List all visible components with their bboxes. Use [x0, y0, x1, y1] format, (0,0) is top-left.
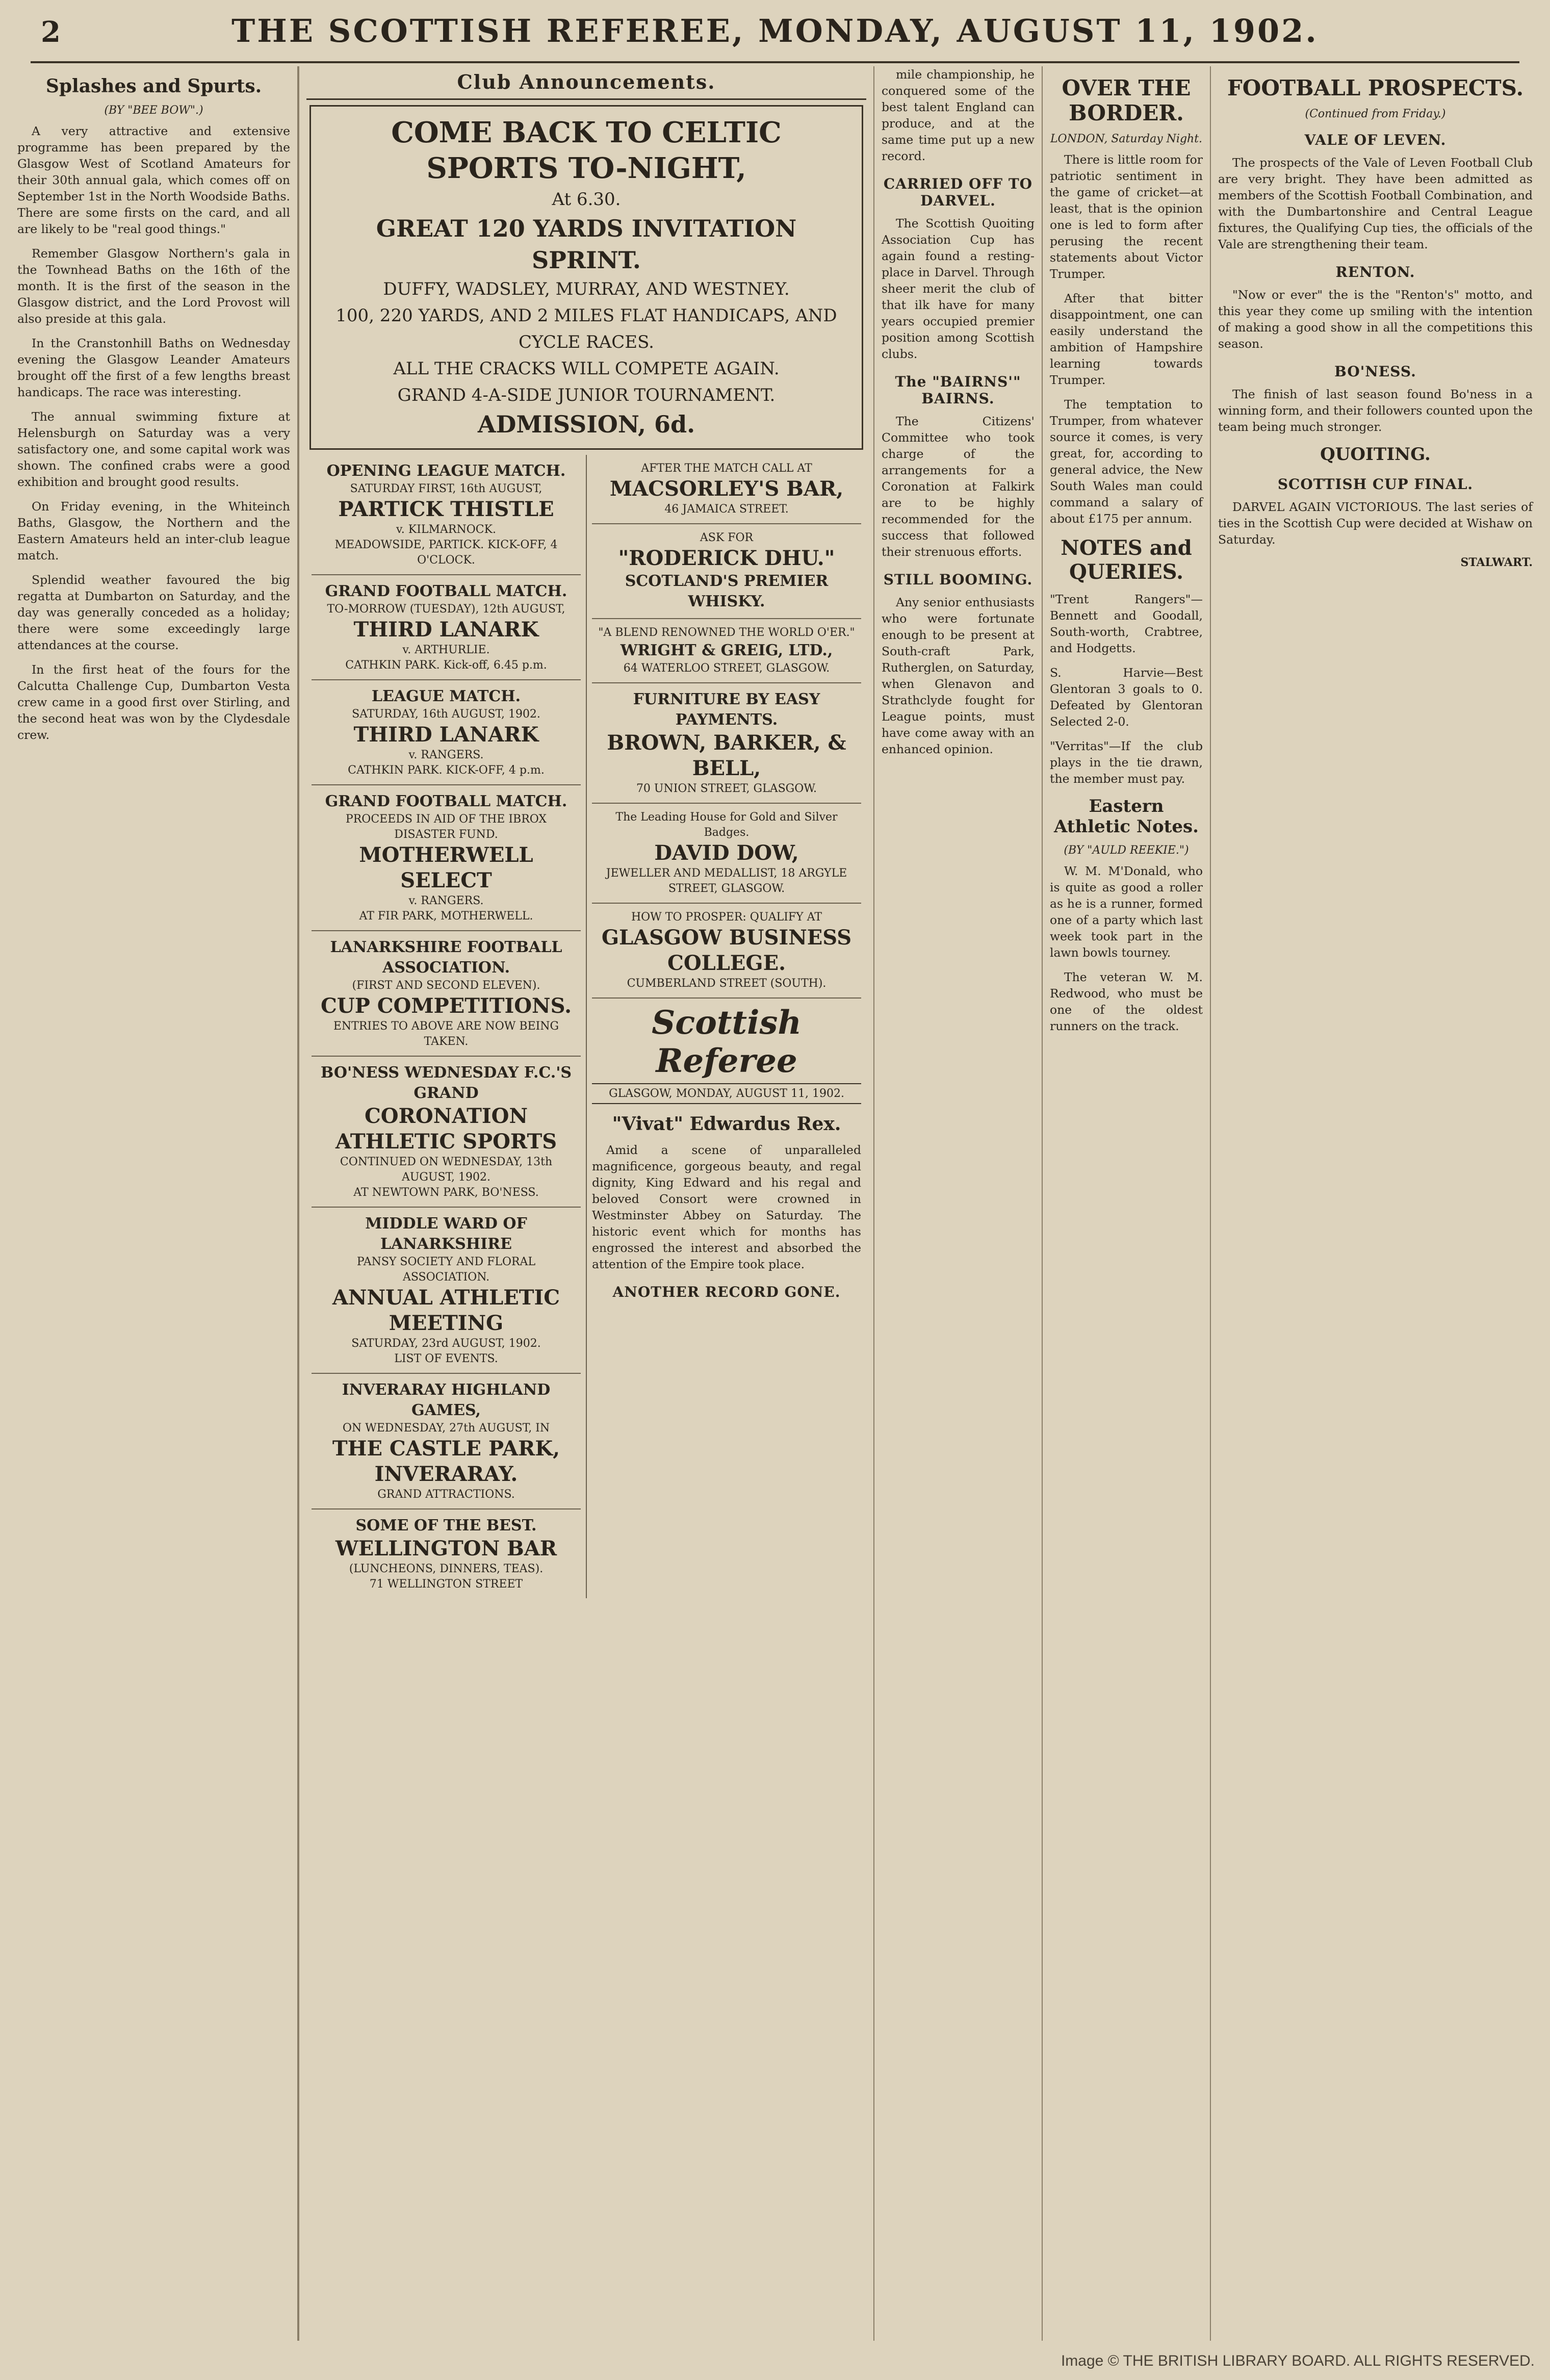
ad-line: CATHKIN PARK. Kick-off, 6.45 p.m.: [345, 659, 547, 672]
ad-line: 64 WATERLOO STREET, GLASGOW.: [623, 662, 830, 675]
celtic-handicaps: 100, 220 YARDS, AND 2 MILES FLAT HANDICAPS, AND CYCLE RACES.: [335, 305, 837, 352]
article-paragraph: There is little room for patriotic sentiment in the game of cricket—at least, that is the opinion one is led to form after perusing the recent statements about Victor Trumper.: [1050, 152, 1203, 281]
ad-line: MIDDLE WARD OF LANARKSHIRE: [365, 1215, 527, 1253]
masthead: [31, 0, 1519, 63]
ad-line: OPENING LEAGUE MATCH.: [326, 462, 566, 480]
ad-line: GLASGOW BUSINESS COLLEGE.: [601, 926, 852, 975]
ad-line: CORONATION ATHLETIC SPORTS: [335, 1104, 557, 1154]
ad-line: BROWN, BARKER, & BELL,: [607, 731, 846, 780]
ad-line: WRIGHT & GREIG, LTD.,: [620, 642, 833, 659]
ad-line: JEWELLER AND MEDALLIST, 18 ARGYLE STREET, GLASGOW.: [606, 867, 847, 895]
ad-block: [592, 804, 861, 904]
stalwart-signoff: STALWART.: [1460, 556, 1533, 569]
ad-line: "RODERICK DHU.": [618, 546, 835, 570]
ad-line: SOME OF THE BEST.: [355, 1517, 537, 1534]
ad-line: GRAND FOOTBALL MATCH.: [325, 792, 567, 810]
section-heading: QUOITING.: [1320, 444, 1431, 465]
article-paragraph: The veteran W. M. Redwood, who must be one of the oldest runners on the track.: [1050, 970, 1203, 1033]
article-paragraph: In the Cranstonhill Baths on Wednesday evening the Glasgow Leander Amateurs brought off the first of a few lengths breast handicaps. The race was interesting.: [17, 336, 290, 399]
article-paragraph: A very attractive and extensive programme has been prepared by the Glasgow West of Scotland Amateurs for their 30th annual gala, which comes off on September 1st in the North Woodside Baths. There are some firsts on the card, and all are likely to be "real good things.": [17, 124, 290, 236]
ad-column-left: [306, 455, 587, 1598]
eastern-heading: Eastern Athletic Notes.: [1054, 796, 1199, 837]
column-middle: [874, 66, 1043, 2341]
article-paragraph: In the first heat of the fours for the Calcutta Challenge Cup, Dumbarton Vesta crew came in a good first over Stirling, and the second heat was won by the Clydesdale crew.: [17, 662, 290, 742]
article-paragraph: "Now or ever" the is the "Renton's" motto, and this year they come up smiling with the intention of making a good show in all the competitions this season.: [1218, 288, 1533, 351]
article-paragraph: The Scottish Quoiting Association Cup has again found a resting-place in Darvel. Through sheer merit the club of that ilk have for many years occupied premier position among Scottish clubs.: [882, 216, 1035, 361]
page-number: 2: [41, 15, 61, 49]
article-paragraph: W. M. M'Donald, who is quite as good a roller as he is a runner, formed one of a party which last week took part in the lawn bowls tourney.: [1050, 864, 1203, 960]
note-item: "Verritas"—If the club plays in the tie drawn, the member must pay.: [1050, 739, 1203, 786]
ad-block: [312, 680, 581, 785]
eastern-byline: (BY "AULD REEKIE."): [1064, 844, 1189, 857]
ad-line: ANNUAL ATHLETIC MEETING: [332, 1286, 560, 1335]
article-paragraph: Remember Glasgow Northern's gala in the Townhead Baths on the 16th of the month. It is the first of the season in the Glasgow district, and the Lord Provost will also preside at this gala.: [17, 246, 290, 326]
club-announcements: [298, 66, 874, 2341]
ad-column-right: [587, 455, 866, 1598]
ad-line: CONTINUED ON WEDNESDAY, 13th AUGUST, 1902.: [340, 1156, 553, 1184]
article-paragraph: The prospects of the Vale of Leven Football Club are very bright. They have been admitted as members of the Scottish Football Combination, and with the Dumbartonshire and Central League fixtures, the Qualifying Cup ties, the officials of the Vale are strengthening their team.: [1218, 156, 1533, 251]
ad-line: AT NEWTOWN PARK, BO'NESS.: [353, 1186, 539, 1199]
prospects-heading: FOOTBALL PROSPECTS.: [1227, 75, 1524, 100]
ad-line: PARTICK THISTLE: [338, 497, 554, 521]
celtic-title: COME BACK TO CELTIC SPORTS TO-NIGHT,: [391, 116, 782, 185]
ad-line: SATURDAY FIRST, 16th AUGUST,: [350, 482, 542, 495]
border-dateline: LONDON, Saturday Night.: [1050, 133, 1203, 145]
article-paragraph: The Citizens' Committee who took charge of the arrangements for a Coronation at Falkirk are to be highly recommended for the success that followed their strenuous efforts.: [882, 414, 1035, 559]
article-paragraph: The finish of last season found Bo'ness in a winning form, and their followers counted upon the team being much stronger.: [1218, 387, 1533, 434]
article-paragraph: mile championship, he conquered some of the best talent England can produce, and at the same time put up a new record.: [882, 67, 1035, 163]
notes-heading: NOTES and QUERIES.: [1061, 536, 1192, 584]
article-paragraph: DARVEL AGAIN VICTORIOUS. The last series of ties in the Scottish Cup were decided at Wishaw on Saturday.: [1218, 500, 1533, 547]
record-heading: ANOTHER RECORD GONE.: [612, 1284, 841, 1300]
splashes-heading: Splashes and Spurts.: [45, 75, 262, 97]
ad-line: v. RANGERS.: [408, 894, 484, 907]
ad-line: ASK FOR: [700, 531, 754, 544]
celtic-sprint: GREAT 120 YARDS INVITATION SPRINT.: [376, 215, 797, 274]
article-paragraph: Amid a scene of unparalleled magnificence, gorgeous beauty, and regal dignity, King Edward and his regal and beloved Consort were crowned in Westminster Abbey on Saturday. The historic event which for months has engrossed the interest and absorbed the attention of the Empire took place.: [592, 1143, 861, 1271]
ad-line: MEADOWSIDE, PARTICK. KICK-OFF, 4 O'CLOCK.: [334, 539, 558, 567]
article-paragraph: After that bitter disappointment, one can easily understand the ambition of Hampshire learning towards Trumper.: [1050, 291, 1203, 387]
ad-line: DAVID DOW,: [654, 841, 799, 865]
ad-line: WELLINGTON BAR: [335, 1537, 557, 1560]
section-heading: STILL BOOMING.: [883, 571, 1033, 588]
column-splashes: [10, 66, 298, 2341]
ad-line: PANSY SOCIETY AND FLORAL ASSOCIATION.: [356, 1256, 536, 1284]
ad-line: INVERARAY HIGHLAND GAMES,: [342, 1381, 551, 1419]
splashes-byline: (BY "BEE BOW".): [104, 104, 203, 117]
ad-line: v. RANGERS.: [408, 749, 484, 761]
ad-line: (FIRST AND SECOND ELEVEN).: [352, 979, 540, 992]
newspaper-flag: Scottish Referee: [652, 1004, 802, 1080]
column-over-the-border: [1043, 66, 1211, 2341]
ad-block: [592, 524, 861, 619]
ad-block: [592, 455, 861, 524]
ad-line: BO'NESS WEDNESDAY F.C.'S GRAND: [320, 1064, 572, 1102]
ad-line: 70 UNION STREET, GLASGOW.: [636, 782, 817, 795]
ad-line: 71 WELLINGTON STREET: [369, 1578, 523, 1591]
border-heading: OVER THE BORDER.: [1062, 75, 1191, 125]
section-heading: CARRIED OFF TO DARVEL.: [883, 175, 1033, 209]
ad-line: 46 JAMAICA STREET.: [664, 503, 789, 516]
ad-block: [312, 1374, 581, 1509]
ad-line: SCOTLAND'S PREMIER WHISKY.: [625, 572, 829, 610]
ad-grid: [306, 455, 866, 1598]
ad-line: "A BLEND RENOWNED THE WORLD O'ER.": [598, 626, 855, 639]
ad-line: THIRD LANARK: [353, 618, 539, 642]
note-item: S. Harvie—Best Glentoran 3 goals to 0. Defeated by Glentoran Selected 2-0.: [1050, 666, 1203, 729]
celtic-time: At 6.30.: [552, 189, 621, 210]
prospects-continued: (Continued from Friday.): [1305, 108, 1446, 120]
ad-line: ENTRIES TO ABOVE ARE NOW BEING TAKEN.: [333, 1020, 559, 1048]
article-paragraph: Splendid weather favoured the big regatta at Dumbarton on Saturday, and the day was generally conceded as a holiday; there were some exceedingly large attendances at the course.: [17, 573, 290, 652]
ad-line: SATURDAY, 16th AUGUST, 1902.: [352, 708, 540, 721]
ad-block: [312, 455, 581, 575]
ad-line: LIST OF EVENTS.: [394, 1352, 498, 1365]
ad-line: TO-MORROW (TUESDAY), 12th AUGUST,: [327, 603, 565, 616]
image-credit: Image © THE BRITISH LIBRARY BOARD. ALL RIGHTS RESERVED.: [1061, 2352, 1535, 2369]
section-heading: RENTON.: [1335, 264, 1415, 280]
ad-block: [312, 1057, 581, 1208]
ad-line: THE CASTLE PARK, INVERARAY.: [332, 1437, 560, 1486]
ad-line: CUP COMPETITIONS.: [321, 994, 572, 1018]
ad-line: GRAND FOOTBALL MATCH.: [325, 582, 567, 600]
section-heading: BO'NESS.: [1334, 363, 1416, 380]
ad-block: [312, 785, 581, 931]
ad-line: (LUNCHEONS, DINNERS, TEAS).: [349, 1563, 544, 1575]
ad-line: CATHKIN PARK. KICK-OFF, 4 p.m.: [348, 764, 545, 777]
ad-line: AT FIR PARK, MOTHERWELL.: [359, 910, 533, 923]
ad-line: PROCEEDS IN AID OF THE IBROX DISASTER FUND.: [345, 813, 547, 841]
ad-line: MOTHERWELL SELECT: [359, 843, 533, 892]
ad-block: [592, 683, 861, 804]
ad-block: [592, 619, 861, 683]
article-paragraph: The temptation to Trumper, from whatever source it comes, is very great, for, according to general advice, the New South Wales man could command a salary of about £175 per annum.: [1050, 397, 1203, 526]
ad-line: AFTER THE MATCH CALL AT: [641, 462, 812, 475]
section-heading: VALE OF LEVEN.: [1304, 132, 1446, 148]
ad-block: [312, 575, 581, 680]
ad-line: ON WEDNESDAY, 27th AUGUST, IN: [342, 1422, 550, 1435]
ad-line: v. KILMARNOCK.: [396, 523, 497, 536]
ad-block: [592, 904, 861, 999]
ad-line: LEAGUE MATCH.: [371, 687, 521, 705]
ad-line: HOW TO PROSPER: QUALIFY AT: [631, 911, 822, 924]
ad-line: The Leading House for Gold and Silver Badges.: [615, 811, 838, 839]
note-item: "Trent Rangers"—Bennett and Goodall, South-worth, Crabtree, and Hodgetts.: [1050, 592, 1203, 655]
announcements-heading: Club Announcements.: [306, 66, 866, 100]
section-heading: SCOTTISH CUP FINAL.: [1277, 476, 1474, 493]
editorial-dateline: GLASGOW, MONDAY, AUGUST 11, 1902.: [592, 1083, 861, 1104]
celtic-runners: DUFFY, WADSLEY, MURRAY, AND WESTNEY.: [383, 279, 790, 299]
vivat-heading: "Vivat" Edwardus Rex.: [612, 1113, 841, 1135]
newspaper-title: THE SCOTTISH REFEREE, MONDAY, AUGUST 11, 1902.: [231, 12, 1319, 49]
column-football-prospects: [1211, 66, 1540, 2341]
ad-line: THIRD LANARK: [353, 723, 539, 747]
celtic-sports-ad: [309, 105, 863, 450]
celtic-cracks: ALL THE CRACKS WILL COMPETE AGAIN.: [393, 359, 780, 379]
ad-block: [312, 1208, 581, 1374]
ad-line: MACSORLEY'S BAR,: [609, 477, 844, 501]
ad-line: FURNITURE BY EASY PAYMENTS.: [633, 690, 820, 729]
ad-line: SATURDAY, 23rd AUGUST, 1902.: [351, 1337, 541, 1350]
article-paragraph: The annual swimming fixture at Helensburgh on Saturday was a very satisfactory one, and some capital work was shown. The confined crabs were a good exhibition and brought good results.: [17, 410, 290, 489]
ad-block: [312, 931, 581, 1057]
ad-line: LANARKSHIRE FOOTBALL ASSOCIATION.: [330, 938, 562, 977]
ad-line: CUMBERLAND STREET (SOUTH).: [627, 977, 826, 990]
section-heading: The "BAIRNS'" BAIRNS.: [895, 373, 1021, 407]
celtic-tournament: GRAND 4-A-SIDE JUNIOR TOURNAMENT.: [397, 385, 776, 405]
ad-block: [312, 1509, 581, 1598]
article-paragraph: On Friday evening, in the Whiteinch Baths, Glasgow, the Northern and the Eastern Amateurs held an inter-club league match.: [17, 499, 290, 562]
article-paragraph: Any senior enthusiasts who were fortunate enough to be present at South-craft Park, Rutherglen, on Saturday, when Glenavon and Strathclyde fought for League points, must have come away with an enhanced opinion.: [882, 595, 1035, 756]
celtic-admission: ADMISSION, 6d.: [477, 411, 695, 438]
ad-line: GRAND ATTRACTIONS.: [377, 1488, 515, 1501]
ad-line: v. ARTHURLIE.: [402, 644, 490, 656]
